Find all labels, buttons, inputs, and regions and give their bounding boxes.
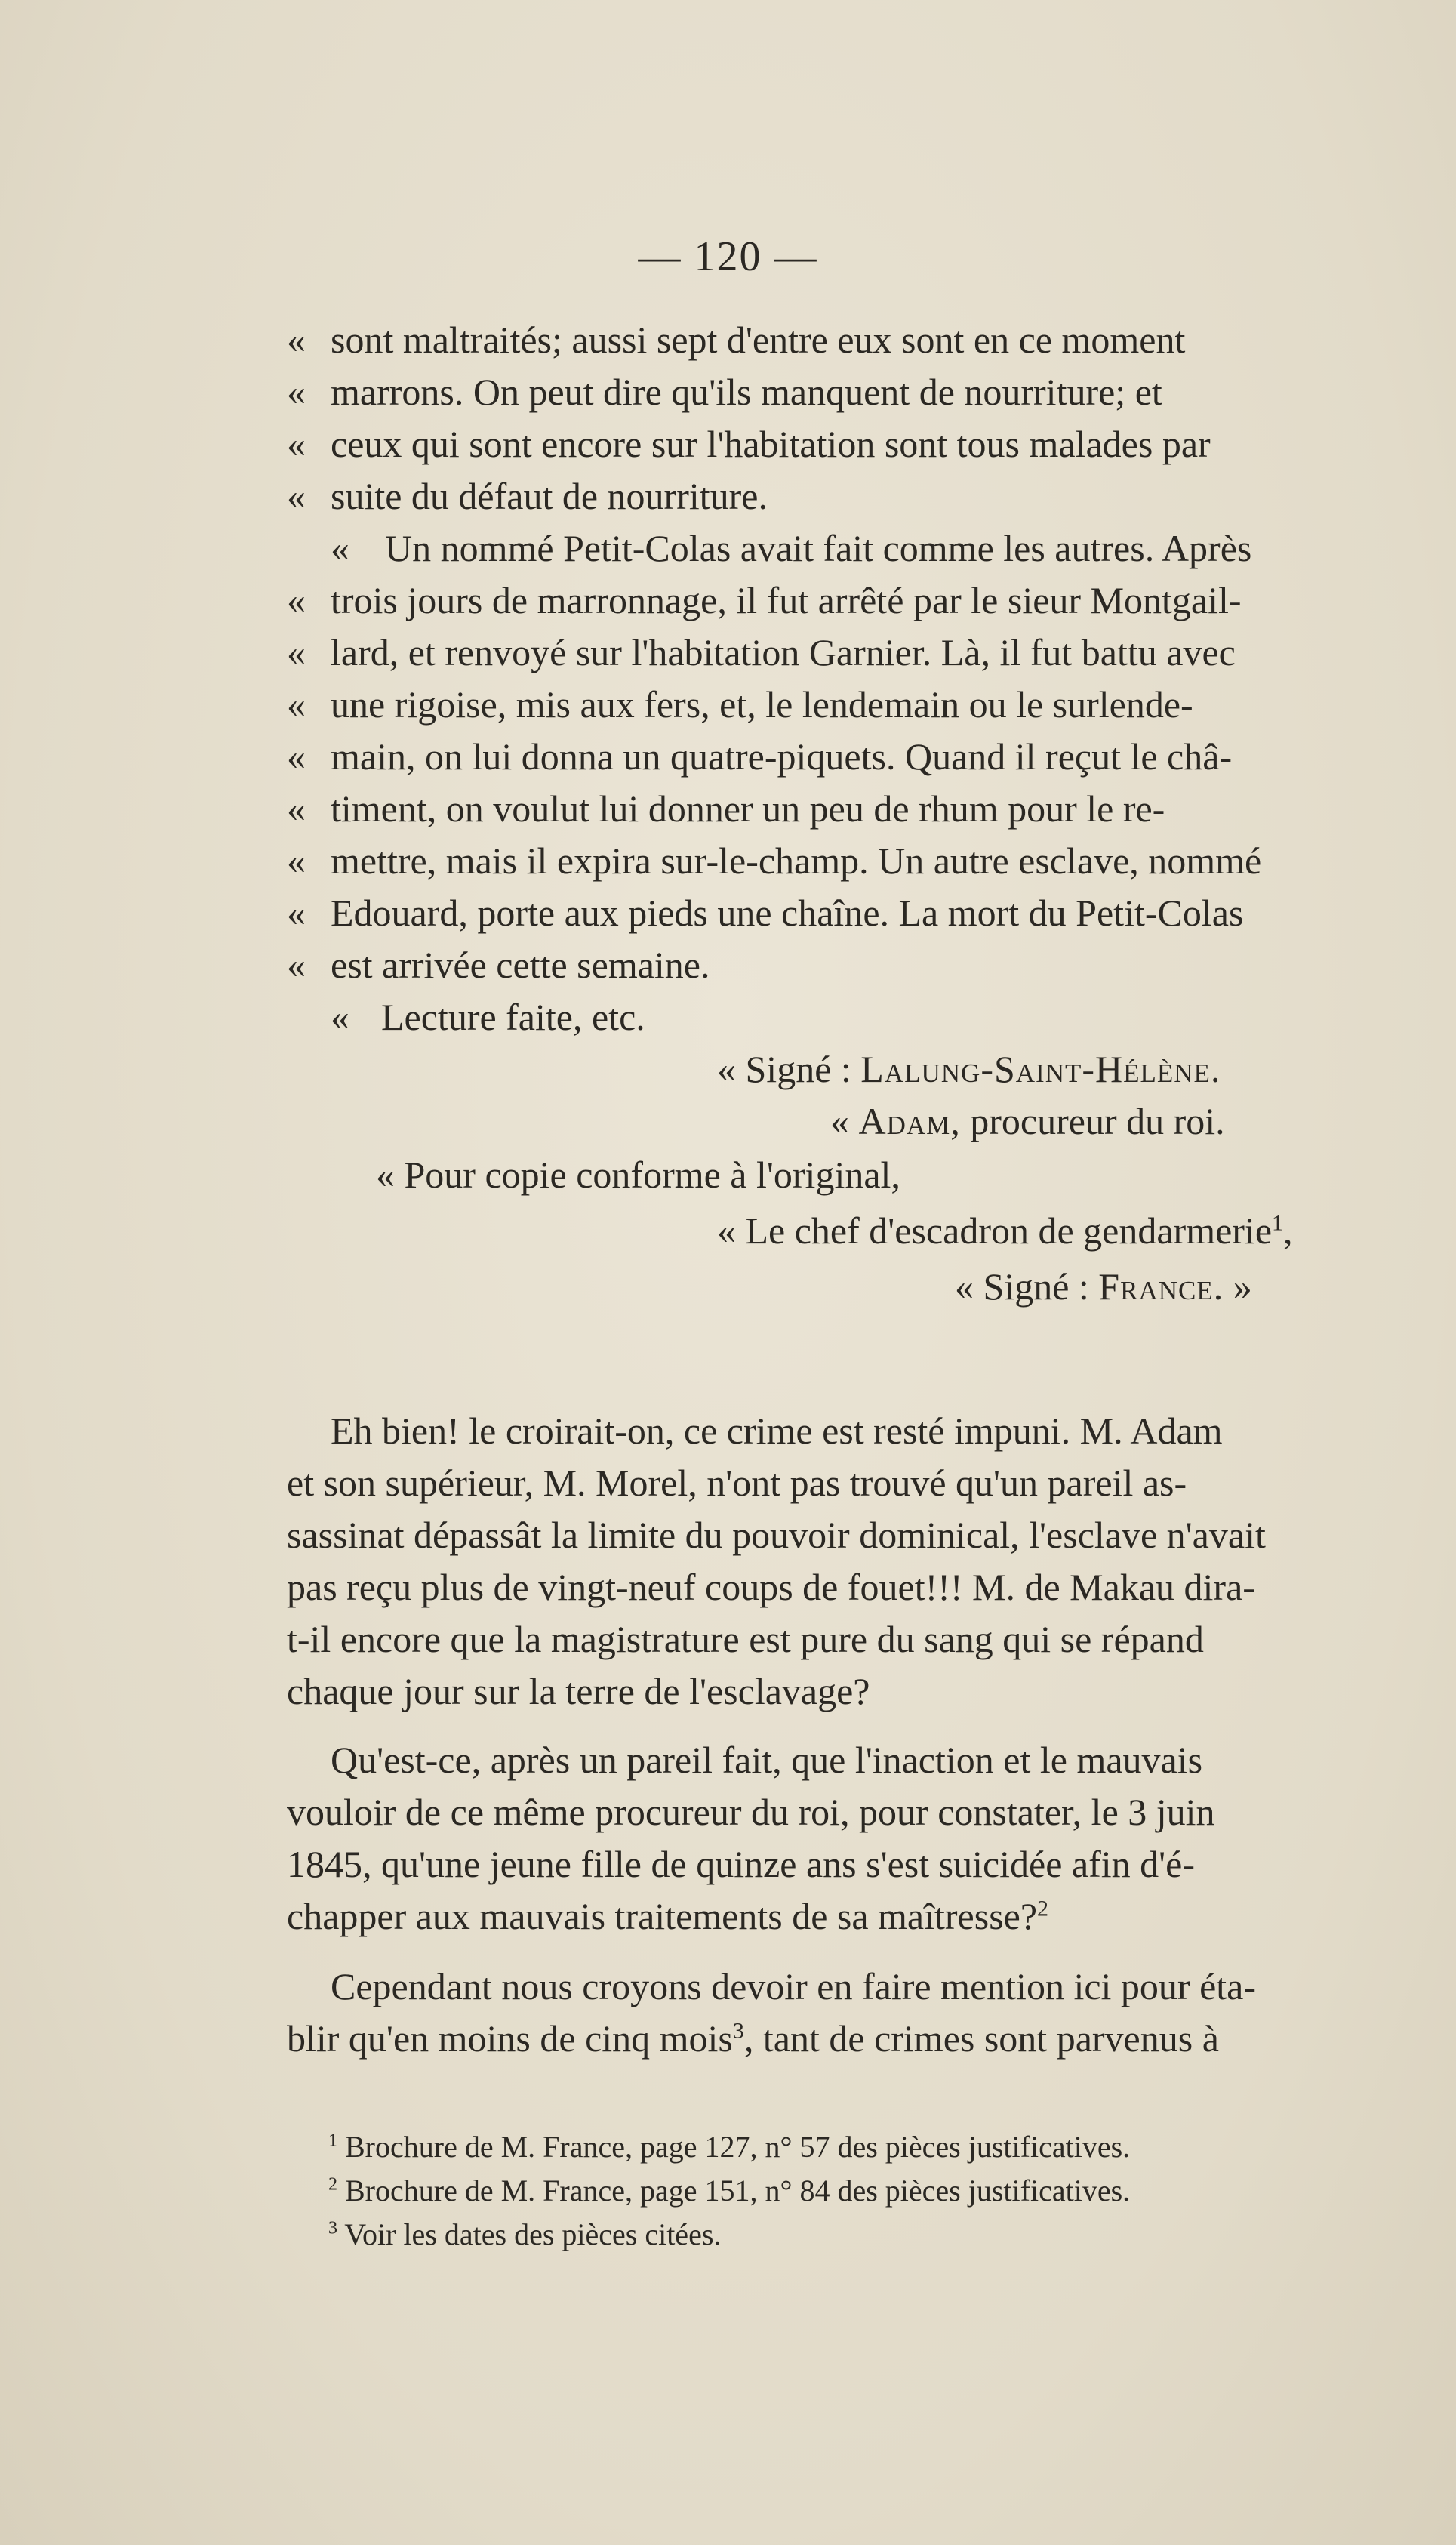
body-line: Cependant nous croyons devoir en faire mention ici pour éta- [331,1965,1257,2007]
footnote-ref: 1 [1272,1210,1284,1236]
footnote-ref: 2 [1037,1896,1049,1921]
body-line: sassinat dépassât la limite du pouvoir dominical, l'esclave n'avait [287,1514,1266,1556]
body-line: Eh bien! le croirait-on, ce crime est resté impuni. M. Adam [331,1410,1223,1452]
footnote-ref: 3 [732,2018,744,2044]
page-number: — 120 — [638,233,818,280]
body-line: 1845, qu'une jeune fille de quinze ans s'est suicidée afin d'é- [287,1843,1196,1885]
signature-chef-escadron: « Le chef d'escadron de gendarmerie$^1$, [717,1209,1293,1252]
signature-lalung: « Signé : Lalung-Saint-Hélène. [717,1048,1221,1090]
body-line: pas reçu plus de vingt-neuf coups de fouet!!! M. de Makau dira- [287,1566,1255,1608]
footnote: $^3$ Voir les dates des pièces citées. [328,2217,722,2251]
document-page: — 120 — « sont maltraités; aussi sept d'entre eux sont en ce moment « marrons. On peut dire qu'ils manquent de nourriture; et « ceux qui sont encore sur l'habitation sont tous malades par « suite du défaut de nourriture. « Un nommé Petit-Colas avait fait comme les autres. Après « trois jours de marronnage, il fut arrêté par le sieur Montgail- « lard, et renvoyé sur l'habitation Garnier. Là, il fut battu avec « une rigoise, mis aux fers, et, le lendemain ou le surlende- « main, on lui donna un quatre-piquets. Quand il reçut le châ- « timent, on voulut lui donner un peu de rhum pour le re- « mettre, mais il expira sur-le-champ. Un autre esclave, nommé « Edouard, porte aux pieds une chaîne. La mort du Petit-Colas « est arrivée cette semaine. « Lecture faite, etc. « Signé : Lalung-Saint-Hélène. « Adam, procureur du roi. « Pour copie conforme à l'original, « Le chef d'escadron de gendarmerie$^1$, « Signé : France. » Eh bien! le croirait-on, ce crime est resté impuni. M. Adam et son supérieur, M. Morel, n'ont pas trouvé qu'un pareil as- sassinat dépassât la limite du pouvoir dominical, l'esclave n'avait pas reçu plus de vingt-neuf coups de fouet!!! M. de Makau dira- t-il encore que la magistrature est pure du sang qui se répand chaque jour sur la terre de l'esclavage? Qu'est-ce, après un pareil fait, que l'inaction et le mauvais vouloir de ce même procureur du roi, pour constater, le 3 juin 1845, qu'une jeune fille de quinze ans s'est suicidée afin d'é- chapper aux mauvais traitements de sa maîtresse?$^2$ Cependant nous croyons devoir en faire mention ici pour éta- blir qu'en moins de cinq mois$^3$, tant de crimes sont parvenus à $^1$ Brochure de M. France, page 127, n° 57 des pièces justificatives. $^2$ Brochure de M. France, page 151, n° 84 des pièces justificatives. $^3$ Voir les dates des pièces citées. [0,0,1456,2545]
body-line: Qu'est-ce, après un pareil fait, que l'inaction et le mauvais [331,1739,1203,1781]
body-line: et son supérieur, M. Morel, n'ont pas trouvé qu'un pareil as- [287,1462,1187,1504]
body-line: vouloir de ce même procureur du roi, pour constater, le 3 juin [287,1791,1215,1833]
body-line: blir qu'en moins de cinq mois$^3$, tant de crimes sont parvenus à [287,2017,1219,2060]
signature-france: « Signé : France. » [955,1265,1252,1308]
signature-adam: « Adam, procureur du roi. [830,1100,1225,1142]
footnote: $^1$ Brochure de M. France, page 127, n° 57 des pièces justificatives. [328,2130,1131,2164]
body-line: t-il encore que la magistrature est pure du sang qui se répand [287,1618,1204,1660]
body-line: chaque jour sur la terre de l'esclavage? [287,1670,870,1712]
footnote: $^2$ Brochure de M. France, page 151, n° 84 des pièces justificatives. [328,2174,1131,2208]
copy-conforming: « Pour copie conforme à l'original, [376,1154,900,1196]
body-line: chapper aux mauvais traitements de sa maîtresse?$^2$ [287,1895,1049,1937]
